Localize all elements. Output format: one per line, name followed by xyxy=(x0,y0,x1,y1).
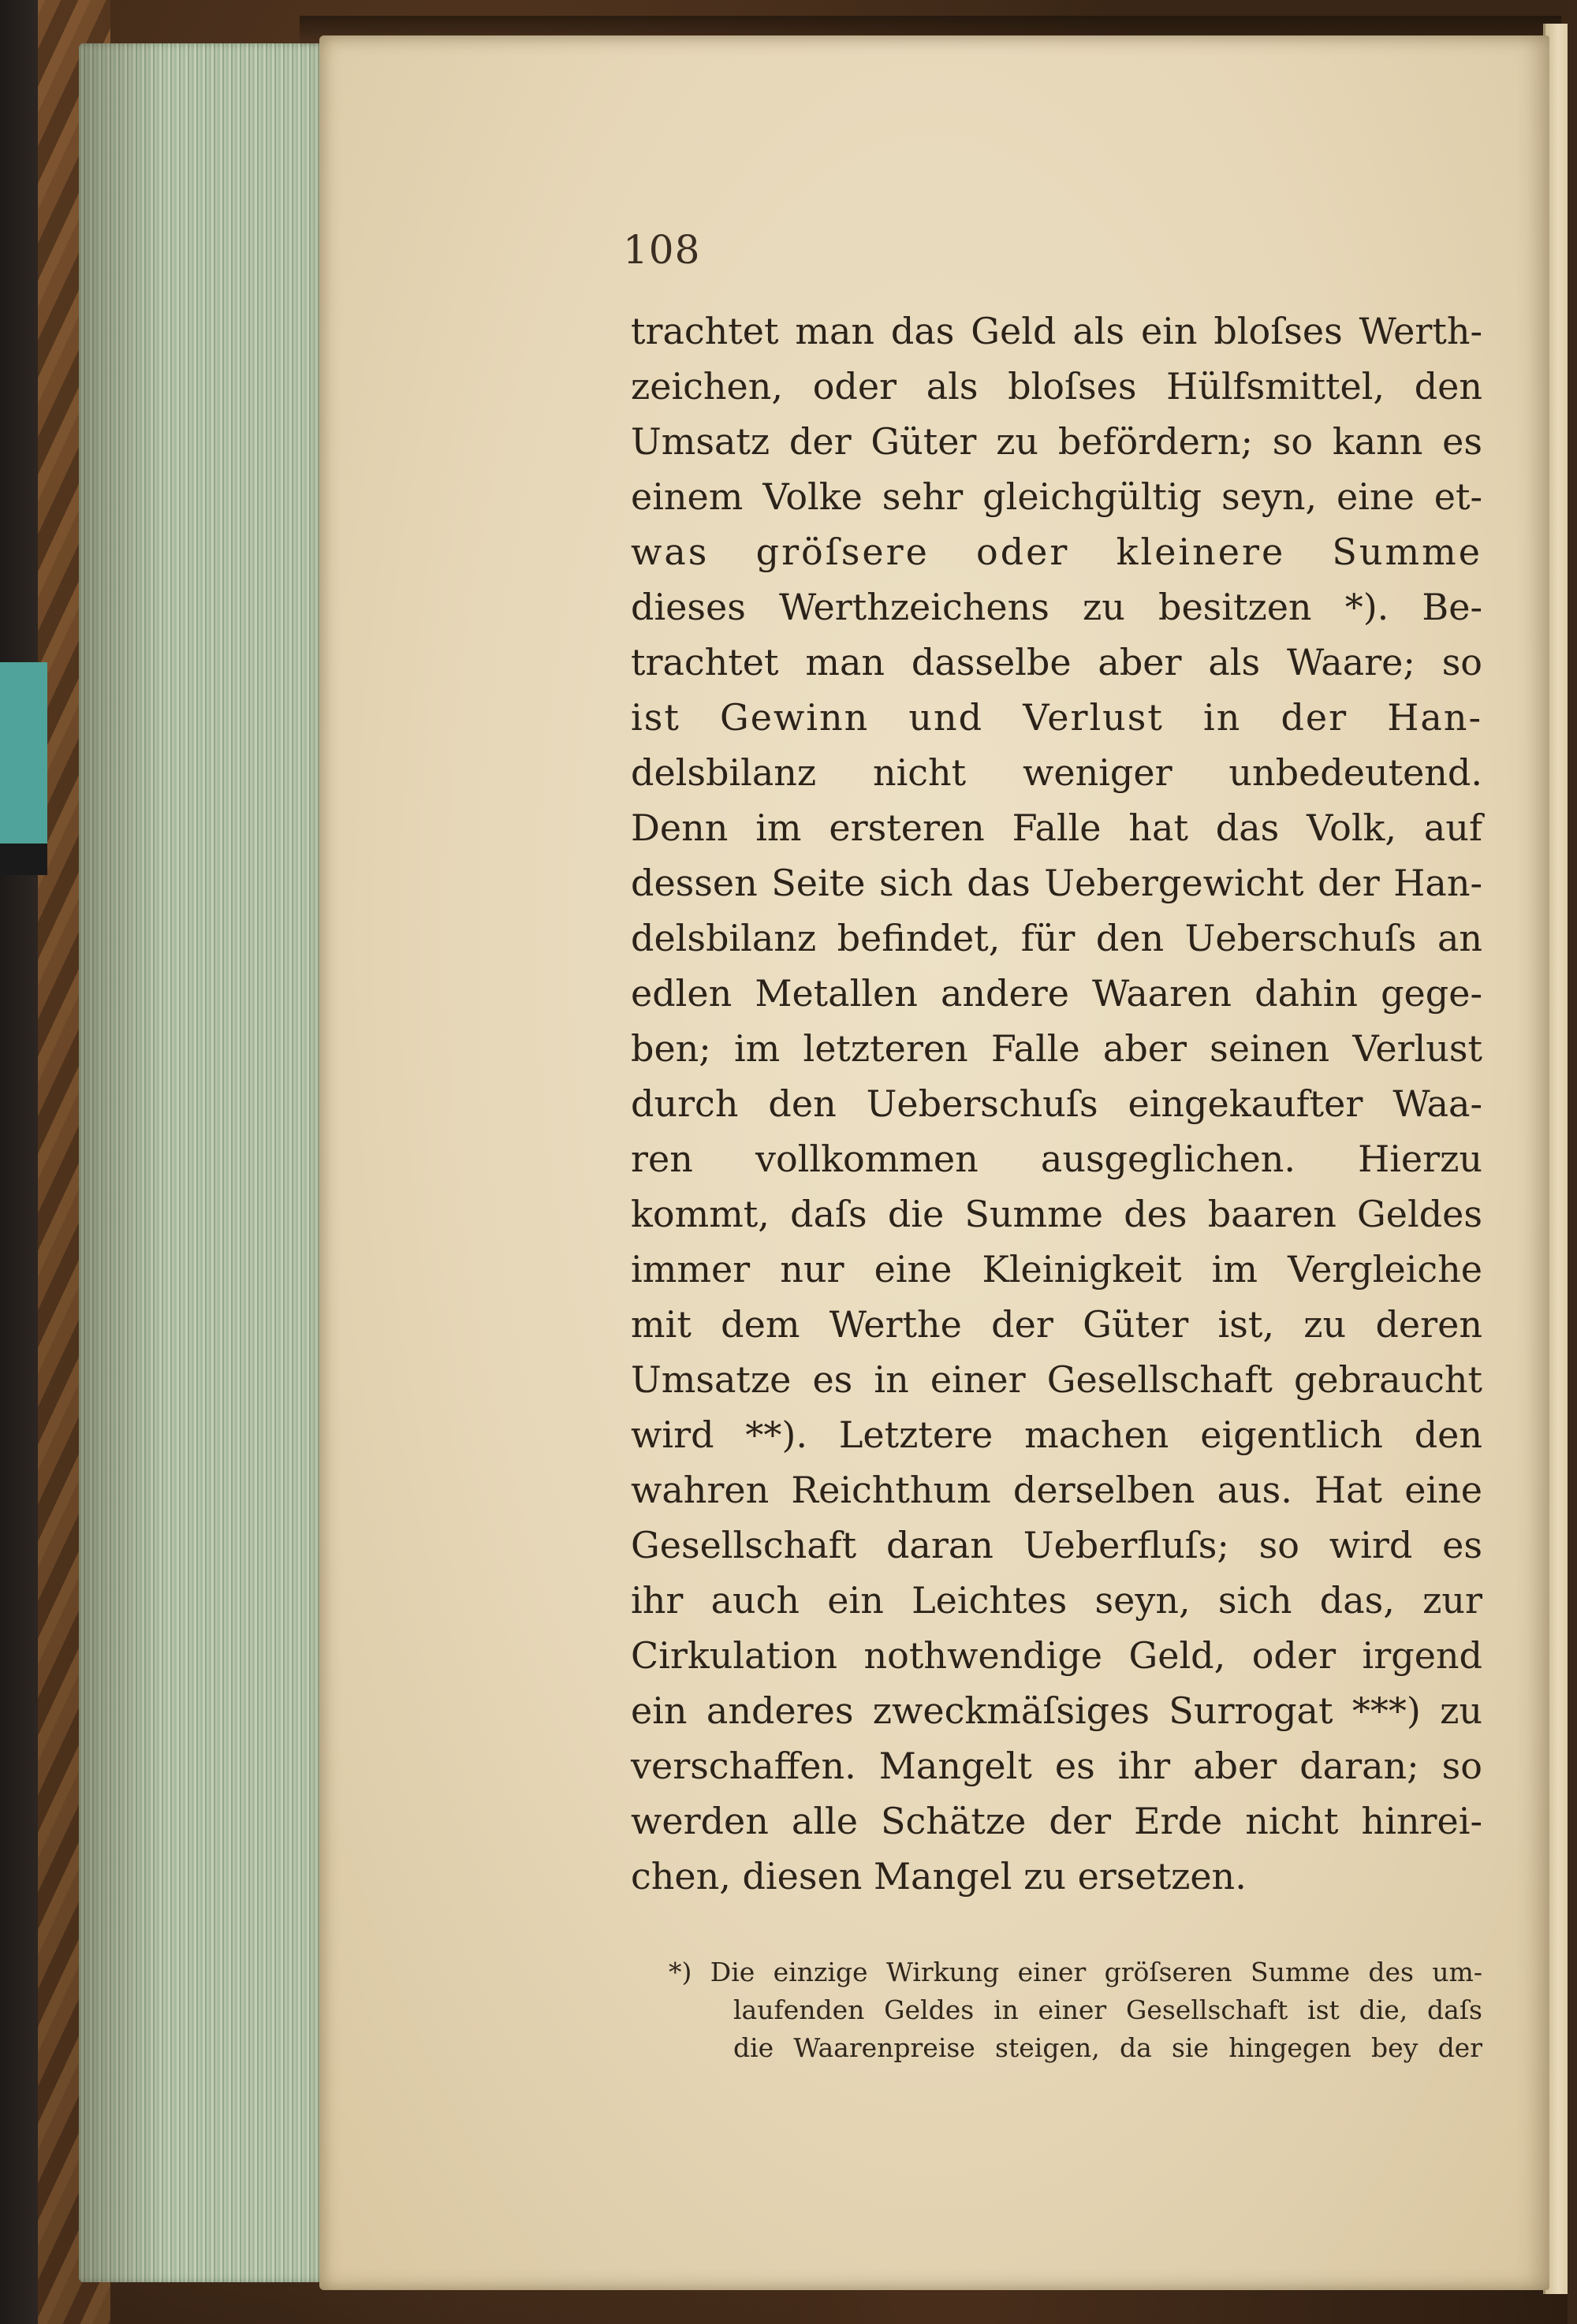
body-line: was gröſsere oder kleinere Summe xyxy=(631,531,1482,573)
body-line: ein anderes zweckmäſsiges Surrogat ***) zu xyxy=(631,1689,1482,1732)
body-line: wahren Reichthum derselben aus. Hat eine xyxy=(631,1469,1482,1511)
footnote-line: *) Die einzige Wirkung einer gröſseren Summe des um- xyxy=(669,1957,1482,1987)
body-line: ihr auch ein Leichtes seyn, sich das, zur xyxy=(631,1579,1482,1622)
footnote-line: laufenden Geldes in einer Gesellschaft ist die, daſs xyxy=(733,1994,1482,2025)
body-line: Gesellschaft daran Ueberfluſs; so wird es xyxy=(631,1524,1482,1566)
body-line: Umsatz der Güter zu befördern; so kann es xyxy=(631,420,1482,463)
body-line: einem Volke sehr gleichgültig seyn, eine et- xyxy=(631,475,1482,518)
body-line: dieses Werthzeichens zu besitzen *). Be- xyxy=(631,586,1482,628)
right-cover-strip xyxy=(1568,0,1577,2324)
body-line: ren vollkommen ausgeglichen. Hierzu xyxy=(631,1138,1482,1180)
body-line: werden alle Schätze der Erde nicht hinrei- xyxy=(631,1800,1482,1842)
body-line: wird **). Letztere machen eigentlich den xyxy=(631,1413,1482,1456)
body-line: delsbilanz nicht weniger unbedeutend. xyxy=(631,751,1482,794)
body-line: edlen Metallen andere Waaren dahin gege- xyxy=(631,972,1482,1015)
body-line: kommt, daſs die Summe des baaren Geldes xyxy=(631,1193,1482,1235)
teal-tab-marker xyxy=(0,662,47,844)
page-number: 108 xyxy=(623,227,701,273)
body-line: chen, diesen Mangel zu ersetzen. xyxy=(631,1855,1247,1898)
body-line: zeichen, oder als bloſses Hülfsmittel, den xyxy=(631,365,1482,408)
body-line: dessen Seite sich das Uebergewicht der Han- xyxy=(631,862,1482,904)
body-line: immer nur eine Kleinigkeit im Vergleiche xyxy=(631,1248,1482,1290)
body-line: Umsatze es in einer Gesellschaft gebraucht xyxy=(631,1358,1482,1401)
body-line: trachtet man dasselbe aber als Waare; so xyxy=(631,641,1482,683)
cover-edge xyxy=(0,0,38,2324)
body-line: durch den Ueberschuſs eingekaufter Waa- xyxy=(631,1082,1482,1125)
body-line: Cirkulation nothwendige Geld, oder irgend xyxy=(631,1634,1482,1677)
body-line: mit dem Werthe der Güter ist, zu deren xyxy=(631,1303,1482,1346)
body-line: trachtet man das Geld als ein bloſses Werth- xyxy=(631,310,1482,352)
dark-tab-marker xyxy=(0,844,47,875)
body-line: ben; im letzteren Falle aber seinen Verlust xyxy=(631,1027,1482,1070)
footnote-line: die Waarenpreise steigen, da sie hingegen bey der xyxy=(733,2032,1482,2063)
body-line: ist Gewinn und Verlust in der Han- xyxy=(631,696,1482,739)
body-line: verschaffen. Mangelt es ihr aber daran; so xyxy=(631,1745,1482,1787)
body-line: delsbilanz befindet, für den Ueberschuſs an xyxy=(631,917,1482,959)
body-line: Denn im ersteren Falle hat das Volk, auf xyxy=(631,806,1482,849)
